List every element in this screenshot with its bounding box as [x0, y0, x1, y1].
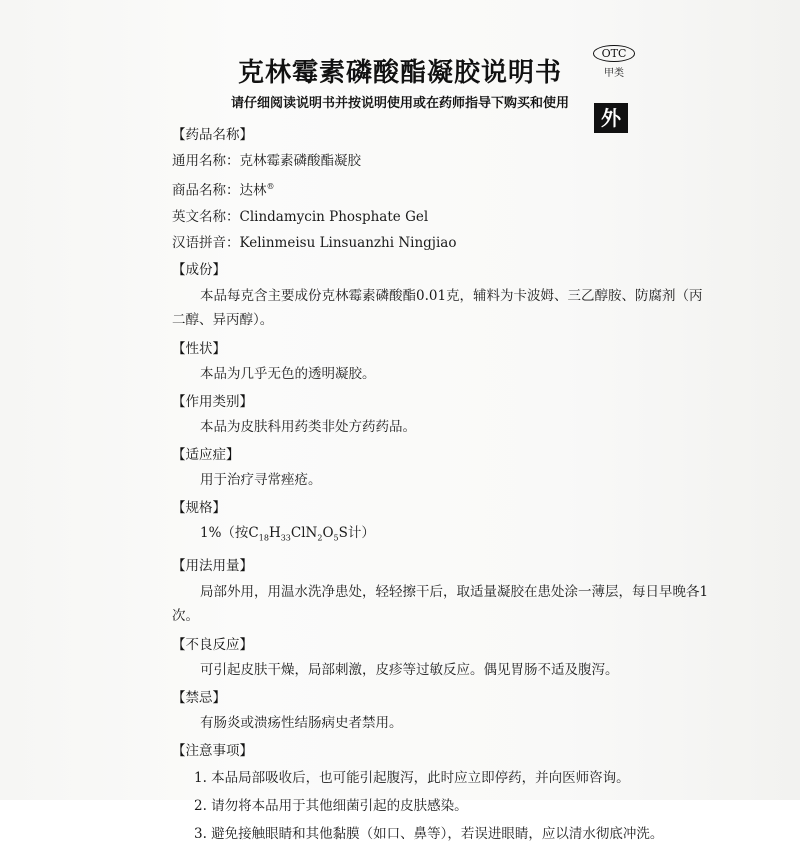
- trade-name-value: 达林: [239, 182, 267, 199]
- document-subtitle: 请仔细阅读说明书并按说明使用或在药师指导下购买和使用: [230, 96, 569, 111]
- spec-suffix: S计）: [338, 524, 375, 541]
- pinyin-value: Kelinmeisu Linsuanzhi Ningjiao: [239, 234, 457, 251]
- otc-badge: [586, 42, 642, 79]
- spec-cln: ClN: [290, 524, 318, 541]
- spec-sub-o: 5: [333, 533, 339, 543]
- precaution-item: 2. 请勿将本品用于其他细菌引起的皮肤感染。: [194, 798, 468, 815]
- trade-name-label: 商品名称：: [172, 182, 240, 199]
- indication-text: 用于治疗寻常痤疮。: [200, 471, 322, 488]
- english-name-row: [172, 207, 712, 227]
- generic-name-value: 克林霉素磷酸酯凝胶: [239, 153, 361, 169]
- appearance-text: 本品为几乎无色的透明凝胶。: [200, 365, 376, 382]
- spec-sub-n: 2: [317, 533, 323, 543]
- section-header-spec: 【规格】: [172, 499, 226, 516]
- contraindications-text: 有肠炎或溃疡性结肠病史者禁用。: [200, 715, 403, 732]
- spec-h: H: [268, 524, 281, 541]
- generic-name-row: [172, 151, 712, 171]
- category-text: 本品为皮肤科用药类非处方药药品。: [200, 418, 416, 435]
- spec-prefix: 1%（按C: [200, 524, 259, 541]
- section-header-name: 【药品名称】: [172, 127, 253, 143]
- pinyin-row: [172, 233, 712, 253]
- spec-o: O: [322, 524, 334, 541]
- precaution-item: 3. 避免接触眼睛和其他黏膜（如口、鼻等），若误进眼睛，应以清水彻底冲洗。: [194, 826, 664, 843]
- adverse-text: 可引起皮肤干燥，局部刺激，皮疹等过敏反应。偶见胃肠不适及腹泻。: [200, 662, 619, 679]
- trade-name-row: [172, 177, 712, 201]
- spec-text: [172, 522, 712, 550]
- usage-text: 局部外用，用温水洗净患处，轻轻擦干后，取适量凝胶在患处涂一薄层，每日早晚各1次。: [172, 584, 709, 625]
- section-header-contraindications: 【禁忌】: [172, 690, 226, 707]
- section-header-precautions: 【注意事项】: [172, 743, 253, 760]
- section-header-composition: 【成份】: [172, 261, 226, 278]
- external-use-mark: 外: [594, 103, 628, 133]
- section-header-adverse: 【不良反应】: [172, 637, 253, 654]
- registered-mark: ®: [266, 182, 275, 191]
- generic-name-label: 通用名称：: [172, 153, 240, 169]
- english-name-label: 英文名称：: [172, 208, 240, 225]
- spec-sub-h: 33: [280, 533, 291, 543]
- english-name-value: Clindamycin Phosphate Gel: [239, 208, 429, 225]
- section-header-appearance: 【性状】: [172, 340, 226, 357]
- otc-class: 甲类: [604, 68, 624, 79]
- spec-sub-c: 18: [258, 533, 269, 543]
- section-header-indication: 【适应症】: [172, 446, 240, 463]
- composition-text: 本品每克含主要成份克林霉素磷酸酯0.01克，辅料为卡波姆、三乙醇胺、防腐剂（丙二醇、异丙醇）。: [172, 287, 703, 328]
- section-header-category: 【作用类别】: [172, 393, 253, 410]
- otc-label: OTC: [593, 45, 636, 62]
- document-title: 克林霉素磷酸酯凝胶说明书: [237, 58, 562, 88]
- leaflet-content: [172, 118, 712, 845]
- pinyin-label: 汉语拼音：: [172, 234, 240, 251]
- precaution-item: 1. 本品局部吸收后，也可能引起腹泻，此时应立即停药，并向医师咨询。: [194, 770, 630, 787]
- section-header-usage: 【用法用量】: [172, 558, 253, 575]
